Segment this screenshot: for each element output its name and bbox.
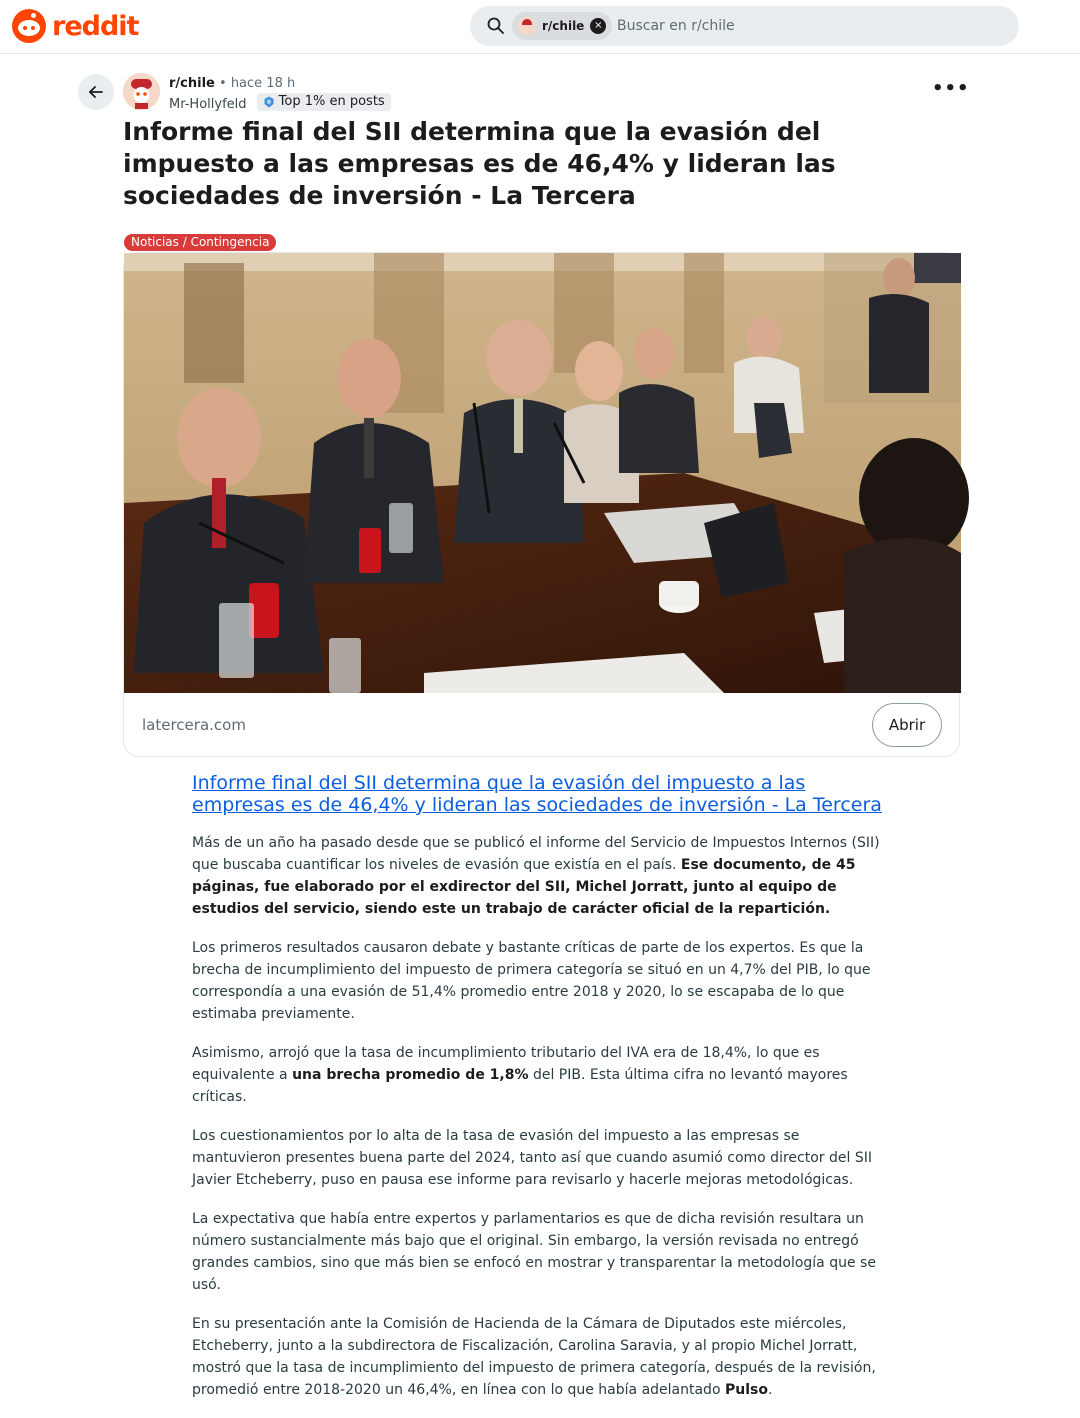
post-flair[interactable]: Noticias / Contingencia xyxy=(124,234,276,251)
subreddit-link[interactable]: r/chile xyxy=(169,76,215,91)
article-photo[interactable] xyxy=(124,253,961,693)
reddit-wordmark: reddit xyxy=(52,10,139,42)
body-paragraph: Asimismo, arrojó que la tasa de incumplimiento tributario del IVA era de 18,4%, lo que es equivalente a una brecha promedio de 1,8% del PIB. Esta última cifra no levantó mayores críticas. xyxy=(192,1045,848,1105)
subreddit-mascot-icon xyxy=(123,73,160,110)
subreddit-icon xyxy=(518,17,536,35)
search-icon xyxy=(486,16,506,36)
post-meta xyxy=(169,75,391,114)
author-badge-label: Top 1% en posts xyxy=(278,94,385,109)
article-link[interactable]: Informe final del SII determina que la evasión del impuesto a las empresas es de 46,4% y lideran las sociedades de inversión - La Tercera xyxy=(192,772,882,816)
search-bar[interactable] xyxy=(470,6,1019,46)
open-link-button[interactable]: Abrir xyxy=(872,703,942,747)
link-domain: latercera.com xyxy=(142,716,246,734)
body-paragraph: La expectativa que había entre expertos y parlamentarios es que de dicha revisión resultara un número sustancialmente más bajo que el original. Sin embargo, la versión revisada no entregó grandes cambios, sino que más bien se enfocó en mostrar y transparentar la metodología que se usó. xyxy=(192,1211,876,1293)
clear-scope-icon[interactable]: × xyxy=(590,18,606,34)
achievement-badge-icon xyxy=(263,96,275,108)
subreddit-avatar[interactable] xyxy=(123,73,160,110)
body-paragraph: Los primeros resultados causaron debate y bastante críticas de parte de los expertos. Es que la brecha de incumplimiento del impuesto de primera categoría se situó en un 4,7% del PIB, lo que correspondía a una evasión de 51,4% promedio entre 2018 y 2020, lo se escapaba de lo que estimaba previamente. xyxy=(192,940,871,1022)
meta-separator: • xyxy=(219,76,227,91)
author-link[interactable]: Mr-Hollyfeld xyxy=(169,97,247,112)
subreddit-scope-chip[interactable] xyxy=(512,12,612,40)
search-input[interactable]: Buscar en r/chile xyxy=(617,18,735,34)
subreddit-scope-label: r/chile xyxy=(542,19,585,33)
author-badge xyxy=(257,93,391,111)
body-paragraph: En su presentación ante la Comisión de Hacienda de la Cámara de Diputados este miércoles, Etcheberry, junto a la subdirectora de Fiscalización, Carolina Saravia, y al propio Michel Jorratt, mostró que la tasa de incumplimiento del impuesto de primera categoría, después de la revisión, promedió entre 2018-2020 un 46,4%, en línea con lo que había adelantado Pulso. xyxy=(192,1316,876,1398)
top-bar xyxy=(0,0,1080,54)
reddit-logo[interactable] xyxy=(12,9,138,43)
reddit-snoo-icon xyxy=(12,9,46,43)
post-time: hace 18 h xyxy=(230,76,296,91)
body-paragraph: Los cuestionamientos por lo alta de la tasa de evasión del impuesto a las empresas se mantuvieron presentes buena parte del 2024, tanto así que cuando asumió como director del SII Javier Etcheberry, puso en pausa ese informe para revisarlo y hacerle mejoras metodológicas. xyxy=(192,1128,872,1188)
body-paragraph: Más de un año ha pasado desde que se publicó el informe del Servicio de Impuestos Internos (SII) que buscaba cuantificar los niveles de evasión que existía en el país. Ese documento, de 45 páginas, fue elaborado por el exdirector del SII, Michel Jorratt, junto al equipo de estudios del servicio, siendo este un trabajo de carácter oficial de la repartición. xyxy=(192,835,880,917)
post-body xyxy=(192,832,888,1418)
back-button[interactable] xyxy=(78,74,114,110)
more-options-button[interactable]: ••• xyxy=(932,78,970,99)
post-title: Informe final del SII determina que la evasión del impuesto a las empresas es de 46,4% y lideran las sociedades de inversión - La Tercera xyxy=(123,117,836,210)
arrow-left-icon xyxy=(87,83,105,101)
link-preview-card[interactable] xyxy=(123,252,960,757)
